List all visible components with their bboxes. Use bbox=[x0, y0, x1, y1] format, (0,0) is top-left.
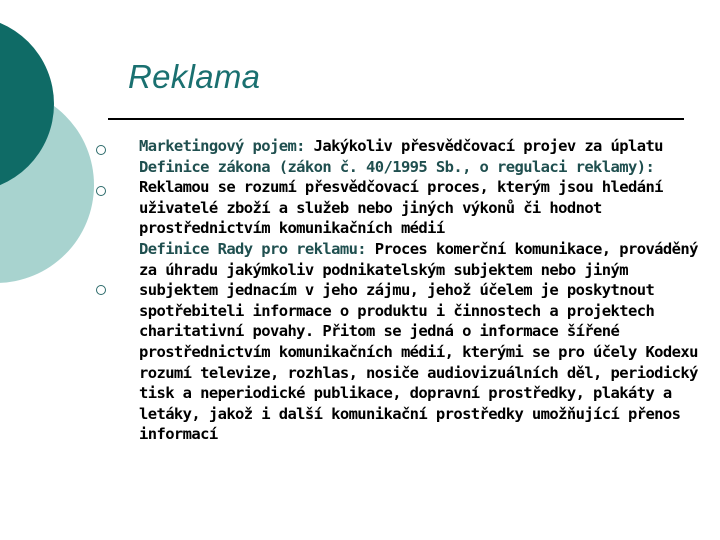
bullet-label: Marketingový pojem: bbox=[139, 137, 305, 155]
bullet-circle-icon bbox=[96, 285, 106, 295]
bullet-label: Definice zákona (zákon č. 40/1995 Sb., o regulaci reklamy): bbox=[139, 157, 655, 176]
bullet-list bbox=[139, 136, 714, 445]
bullet-text: Jakýkoliv přesvědčovací projev za úplatu bbox=[313, 137, 663, 155]
bullet-item-law bbox=[139, 157, 714, 239]
bullet-text: Proces komerční komunikace, prováděný za úhradu jakýmkoliv podnikatelským subjektem nebo jiným subjektem jednacím v jeho zájmu, jehož účelem je poskytnout spotřebiteli informace o produktu i činnostech a projektech charitativní povahy. Přitom se jedná o informace šířené prostřednictvím komunikačních médií, kterými se pro účely Kodexu rozumí televize, rozhlas, nosiče audiovizuálních děl, periodický tisk a neperiodické publikace, dopravní prostředky, plakáty a letáky, jakož i další komunikační prostředky umožňující přenos informací bbox=[139, 239, 698, 444]
bullet-circle-icon bbox=[96, 145, 106, 155]
title-divider bbox=[108, 118, 684, 120]
bullet-text: Reklamou se rozumí přesvědčovací proces, kterým jsou hledání uživatelé zboží a služeb nebo jiných výkonů či hodnot prostřednictvím komunikačních médií bbox=[139, 178, 663, 238]
bullet-circle-icon bbox=[96, 186, 106, 196]
bullet-item-marketing bbox=[139, 136, 714, 157]
slide-title: Reklama bbox=[128, 58, 261, 95]
bullet-label: Definice Rady pro reklamu: bbox=[139, 239, 367, 258]
bullet-item-council bbox=[139, 239, 714, 445]
